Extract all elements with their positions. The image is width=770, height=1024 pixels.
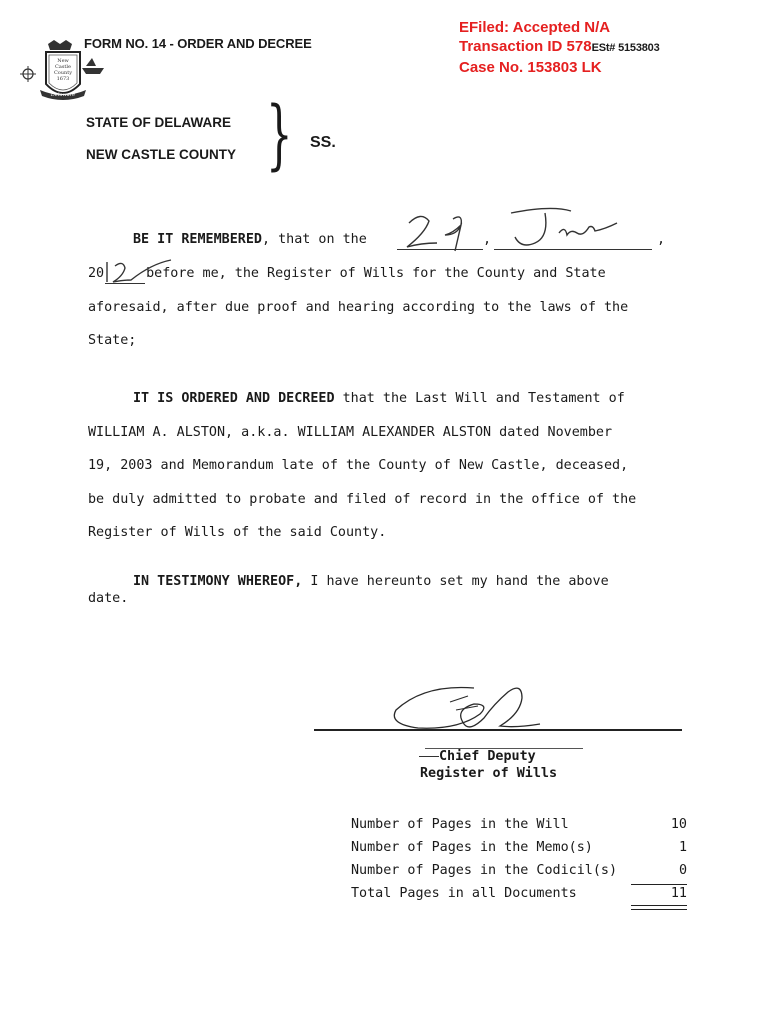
- body-line-8: be duly admitted to probate and filed of record in the office of the: [88, 492, 637, 507]
- pages-row-codicil: [351, 863, 687, 886]
- efiled-stamp: [459, 18, 660, 77]
- body-line-11: date.: [88, 591, 129, 606]
- venue-brace: }: [266, 89, 293, 178]
- case-number: Case No. 153803 LK: [459, 59, 602, 76]
- pages-label: Number of Pages in the Codicil(s): [351, 863, 618, 878]
- svg-text:1673: 1673: [56, 76, 70, 82]
- body-line-3: aforesaid, after due proof and hearing according to the laws of the: [88, 300, 629, 315]
- chief-deputy-title: Chief Deputy: [419, 749, 577, 764]
- year-line: 20 before me, the Register of Wills for the County and State: [88, 266, 606, 281]
- pages-value: 0: [678, 863, 687, 878]
- svg-text:Castle: Castle: [55, 64, 71, 70]
- pages-label: Total Pages in all Documents: [351, 886, 577, 901]
- testimony-line: IN TESTIMONY WHEREOF, I have hereunto set my hand the above: [133, 574, 609, 589]
- date-comma-end: ,: [657, 232, 666, 247]
- register-title: Register of Wills: [420, 766, 558, 781]
- pages-total-value: 11: [670, 886, 687, 901]
- pages-value: 10: [670, 817, 687, 832]
- remembered-line: BE IT REMEMBERED, that on the: [133, 232, 367, 247]
- handwritten-year: [104, 254, 174, 284]
- pages-label: Number of Pages in the Will: [351, 817, 569, 832]
- efiled-status: EFiled: Accepted N/A: [459, 19, 611, 36]
- venue-county: NEW CASTLE COUNTY: [86, 147, 236, 162]
- pages-row-will: [351, 817, 687, 840]
- pages-label: Number of Pages in the Memo(s): [351, 840, 593, 855]
- venue-ss: SS.: [310, 134, 336, 151]
- pages-row-total: [351, 886, 687, 909]
- signature-line: [314, 729, 682, 731]
- handwritten-signature: [390, 676, 560, 732]
- body-line-9: Register of Wills of the said County.: [88, 525, 387, 540]
- total-double-rule: [631, 905, 687, 910]
- svg-text:New: New: [57, 58, 69, 64]
- svg-text:County: County: [53, 70, 73, 76]
- venue-state: STATE OF DELAWARE: [86, 115, 231, 130]
- svg-text:Delaware: Delaware: [50, 92, 76, 98]
- form-title: FORM NO. 14 - ORDER AND DECREE: [84, 36, 312, 51]
- body-line-6: WILLIAM A. ALSTON, a.k.a. WILLIAM ALEXANDER ALSTON dated November: [88, 425, 613, 440]
- transaction-id: Transaction ID 578ESt# 5153803: [459, 38, 660, 55]
- pages-value: 1: [678, 840, 687, 855]
- total-rule: [631, 884, 687, 885]
- handwritten-date: [395, 205, 625, 253]
- date-comma: ,: [483, 232, 492, 247]
- body-line-7: 19, 2003 and Memorandum late of the County of New Castle, deceased,: [88, 458, 629, 473]
- pages-row-memo: [351, 840, 687, 863]
- pages-summary: [351, 817, 687, 909]
- body-line-4: State;: [88, 333, 137, 348]
- ordered-line: IT IS ORDERED AND DECREED that the Last Will and Testament of: [133, 391, 625, 406]
